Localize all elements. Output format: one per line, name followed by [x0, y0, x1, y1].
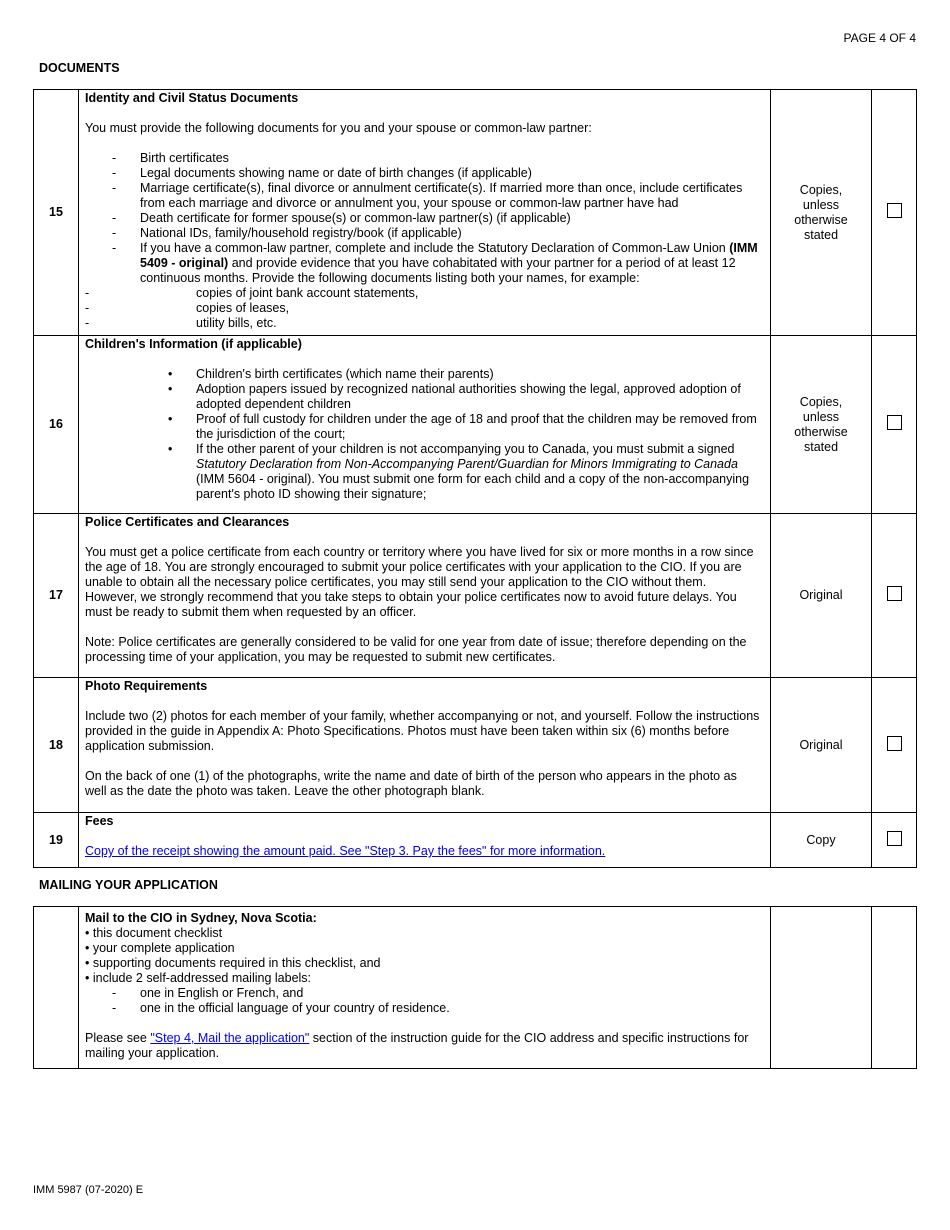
- mailing-list: [85, 926, 760, 1016]
- evidence-list: [85, 286, 760, 331]
- row-paragraph: On the back of one (1) of the photographs, write the name and date of birth of the person who appears in the photo as well as the date the photo was taken. Leave the other photograph blank.: [85, 769, 737, 798]
- row-note: Note: Police certificates are generally considered to be valid for one year from date of issue; therefore depending on the processing time of your application, you may be requested to submit new certificates.: [85, 635, 747, 664]
- page-number: PAGE 4 OF 4: [843, 31, 916, 45]
- label-item: - one in the official language of your country of residence.: [85, 1001, 760, 1016]
- non-accompanying-text-2: (IMM 5604 - original). You must submit one form for each child and a copy of the non-accompanying parent's photo ID showing their signature;: [196, 472, 750, 501]
- row-number: 18: [34, 678, 79, 813]
- common-law-text-2: and provide evidence that you have cohabitated with your partner for a period of at least 12 continuous months. Provide the following documents listing both your names, for example:: [140, 256, 736, 285]
- list-item: • your complete application: [85, 941, 235, 955]
- mailing-note-suffix: section of the instruction guide for the CIO address and specific instructions for mailing your application.: [85, 1031, 749, 1060]
- row-content: [79, 813, 771, 868]
- checkbox-17[interactable]: [887, 586, 902, 601]
- form-code: IMM 5987 (07-2020) E: [33, 1184, 144, 1196]
- row-paragraph: You must get a police certificate from each country or territory where you have lived for six or more months in a row since the age of 18. You are strongly encouraged to submit your police certificates with your application to the CIO. If you are unable to obtain all the necessary police certificates, you may still send your application to the CIO without them. However, we strongly recommend that you take steps to obtain your police certificates now to avoid future delays. You must be ready to submit them when requested by an officer.: [85, 545, 754, 619]
- checkbox-18[interactable]: [887, 736, 902, 751]
- documents-table: [33, 89, 917, 868]
- document-type-cell: [771, 813, 872, 868]
- list-item-common-law: [85, 241, 760, 331]
- document-type: Original: [799, 588, 843, 602]
- checkbox-cell: [872, 336, 917, 514]
- list-item: - National IDs, family/household registry/book (if applicable): [85, 226, 760, 241]
- row-title: Children's Information (if applicable): [85, 337, 302, 351]
- row-paragraph: Include two (2) photos for each member of your family, whether accompanying or not, and yourself. Follow the instructions provided in the guide in Appendix A: Photo Specifications. Photos must have been taken within six (6) months before application submission.: [85, 709, 760, 753]
- mailing-title: Mail to the CIO in Sydney, Nova Scotia:: [85, 911, 317, 925]
- row-title: Photo Requirements: [85, 679, 208, 693]
- row-title: Fees: [85, 814, 114, 828]
- mailing-note: [85, 1031, 760, 1061]
- row-title: Police Certificates and Clearances: [85, 515, 290, 529]
- row-title: Identity and Civil Status Documents: [85, 91, 299, 105]
- document-row-16: [34, 336, 917, 514]
- checkbox-cell: [872, 678, 917, 813]
- document-type-cell: [771, 678, 872, 813]
- mailing-check-cell: [872, 907, 917, 1069]
- checkbox-16[interactable]: [887, 415, 902, 430]
- non-accompanying-text-1: If the other parent of your children is not accompanying you to Canada, you must submit a signed: [196, 442, 735, 456]
- list-item: • Children's birth certificates (which name their parents): [85, 367, 760, 382]
- mailing-type-cell: [771, 907, 872, 1069]
- document-type: Copies, unless otherwise stated: [794, 394, 848, 454]
- common-law-form-ref: (IMM 5409 - original): [140, 241, 758, 270]
- document-row-17: [34, 514, 917, 678]
- label-item: - one in English or French, and: [85, 986, 760, 1001]
- document-row-19: [34, 813, 917, 868]
- document-row-18: [34, 678, 917, 813]
- document-type: Copies, unless otherwise stated: [794, 182, 848, 242]
- list-item: - Birth certificates: [85, 151, 760, 166]
- row-number: 19: [34, 813, 79, 868]
- mailing-note-prefix: Please see: [85, 1031, 147, 1045]
- list-item: - Death certificate for former spouse(s) or common-law partner(s) (if applicable): [85, 211, 760, 226]
- row-number: 16: [34, 336, 79, 514]
- list-item: • Adoption papers issued by recognized national authorities showing the legal, approved adoption of adopted dependent children: [85, 382, 760, 412]
- row-content: [79, 514, 771, 678]
- list-item: • Proof of full custody for children under the age of 18 and proof that the children may be removed from the jurisdiction of the court;: [85, 412, 760, 442]
- documents-heading: DOCUMENTS: [39, 61, 120, 75]
- document-type-cell: [771, 336, 872, 514]
- checkbox-cell: [872, 813, 917, 868]
- list-item: - Legal documents showing name or date of birth changes (if applicable): [85, 166, 760, 181]
- list-item: - Marriage certificate(s), final divorce or annulment certificate(s). If married more than once, include certificates from each marriage and divorce or annulment you, your spouse or common-law partner have had: [85, 181, 760, 211]
- list-item: • include 2 self-addressed mailing labels:: [85, 971, 312, 985]
- row-intro: You must provide the following documents for you and your spouse or common-law partner:: [85, 121, 592, 135]
- row-number: 15: [34, 90, 79, 336]
- row-content: [79, 90, 771, 336]
- row-content: [79, 336, 771, 514]
- mailing-number-cell: [34, 907, 79, 1069]
- document-type: Copy: [806, 832, 836, 847]
- common-law-text-1: If you have a common-law partner, complete and include the Statutory Declaration of Common-Law Union: [140, 241, 726, 255]
- document-row-15: [34, 90, 917, 336]
- mailing-heading: MAILING YOUR APPLICATION: [39, 878, 218, 892]
- non-accompanying-form-title: Statutory Declaration from Non-Accompanying Parent/Guardian for Minors Immigrating to Canada: [196, 457, 738, 471]
- sub-list-item: - copies of joint bank account statements,: [85, 286, 760, 301]
- list-item: • supporting documents required in this checklist, and: [85, 956, 381, 970]
- mailing-content: [79, 907, 771, 1069]
- document-type: Original: [799, 737, 843, 752]
- document-type-cell: [771, 90, 872, 336]
- list-item: • this document checklist: [85, 926, 223, 940]
- children-document-list: [85, 367, 760, 502]
- row-number: 17: [34, 514, 79, 678]
- row-content: [79, 678, 771, 813]
- list-item-non-accompanying: [85, 442, 760, 502]
- document-list: [85, 151, 760, 331]
- sub-list-item: - utility bills, etc.: [85, 316, 760, 331]
- mailing-row: [34, 907, 917, 1069]
- checkbox-19[interactable]: [887, 831, 902, 846]
- fees-receipt-link[interactable]: Copy of the receipt showing the amount paid. See "Step 3. Pay the fees" for more information.: [85, 844, 606, 858]
- sub-list-item: - copies of leases,: [85, 301, 760, 316]
- step-4-link[interactable]: "Step 4, Mail the application": [150, 1031, 310, 1045]
- checkbox-cell: [872, 514, 917, 678]
- checkbox-cell: [872, 90, 917, 336]
- mailing-table: [33, 906, 917, 1069]
- checkbox-15[interactable]: [887, 203, 902, 218]
- document-type-cell: [771, 514, 872, 678]
